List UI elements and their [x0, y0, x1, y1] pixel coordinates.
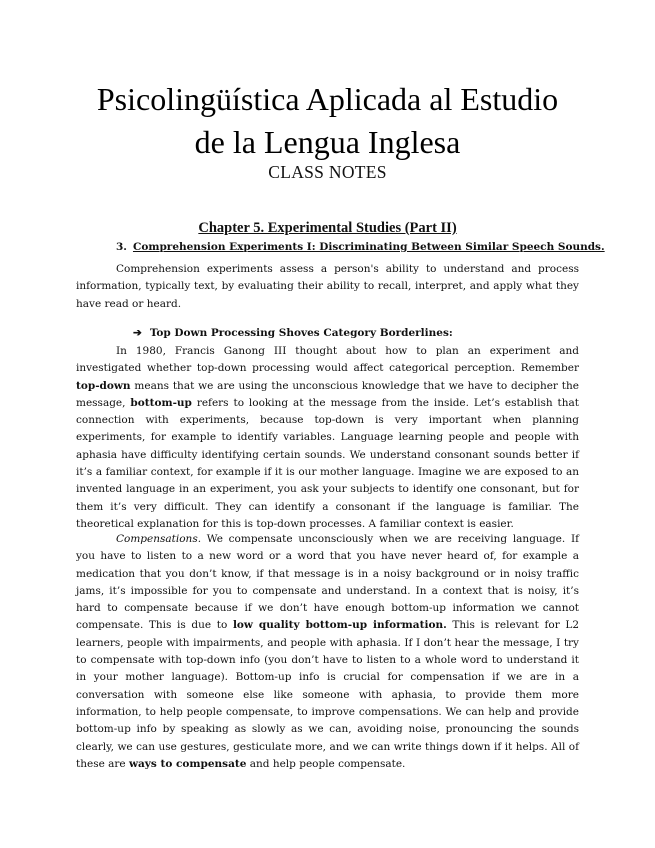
italic-term-compensations: Compensations. — [116, 533, 202, 545]
paragraph-compensations — [76, 531, 579, 773]
bold-term-ways-to-compensate: ways to compensate — [128, 757, 247, 770]
bold-term-bottom-up: bottom-up — [130, 396, 192, 409]
document-subtitle: CLASS NOTES — [268, 162, 387, 182]
intro-paragraph: Comprehension experiments assess a person's ability to understand and process information, typically text, by evaluating their ability to recall, interpret, and apply what they have read or heard. — [76, 263, 579, 310]
paragraph-text: refers to looking at the message from the inside. Let’s establish that connection with experiments, because top-down is very important when planning experiments, for example to identify variables. Language learning people and people with aphasia have difficulty identifying certain sounds. We understand consonant sounds better if it’s a familiar context, for example if it is our mother language. Imagine we are exposed to an invented language in an experiment, you ask your subjects to identify one consonant, but for them it’s very difficult. They can identify a consonant if the language is familiar. The theoretical explanation for this is top-down processes. A familiar context is easier. — [76, 396, 579, 530]
section-heading — [116, 241, 636, 253]
document-title-line-1: Psicolingüística Aplicada al Estudio — [96, 81, 559, 117]
paragraph-text: In 1980, Francis Ganong III thought about how to plan an experiment and investigated whether top-down processing would affect categorical perception. Remember — [76, 345, 579, 375]
paragraph-text: means that we are using the unconscious knowledge that we have to decipher the message, — [76, 379, 579, 409]
section-number: 3. — [116, 241, 127, 253]
paragraph-text: We compensate unconsciously when we are receiving language. If you have to listen to a new word or a word that you have never heard of, for example a medication that you don’t know, if that message is in a noisy background or in noisy traffic jams, it’s impossible for you to compensate and understand. In a context that is noisy, it’s hard to compensate because if we don’t have enough bottom-up information we cannot compensate. This is due to — [76, 533, 579, 632]
paragraph-text: This is relevant for L2 learners, people with impairments, and people with aphasia. If I don’t hear the message, I try to compensate with top-down info (you don’t have to listen to a whole word to understand it in your mother language). Bottom-up info is crucial for compensation if we are in a conversation with someone else like someone with aphasia, to provide them more information, to help people compensate, to improve compensations. We can help and provide bottom-up info by speaking as slowly as we can, avoiding noise, pronouncing the sounds clearly, we can use gestures, gesticulate more, and we can write things down if it helps. All of these are — [76, 619, 580, 770]
bold-term-top-down: top-down — [76, 379, 131, 392]
paragraph-text: and help people compensate. — [246, 757, 406, 770]
bold-term-low-quality: low quality bottom-up information. — [232, 619, 447, 632]
arrow-icon: ➔ — [133, 327, 142, 339]
subsection-heading — [133, 327, 453, 339]
chapter-heading: Chapter 5. Experimental Studies (Part II) — [198, 220, 457, 236]
document-title-line-2: de la Lengua Inglesa — [194, 124, 461, 160]
subsection-heading-text: Top Down Processing Shoves Category Borderlines: — [149, 327, 453, 339]
section-title: Comprehension Experiments I: Discriminating Between Similar Speech Sounds. — [132, 241, 605, 253]
paragraph-top-down — [76, 343, 579, 533]
